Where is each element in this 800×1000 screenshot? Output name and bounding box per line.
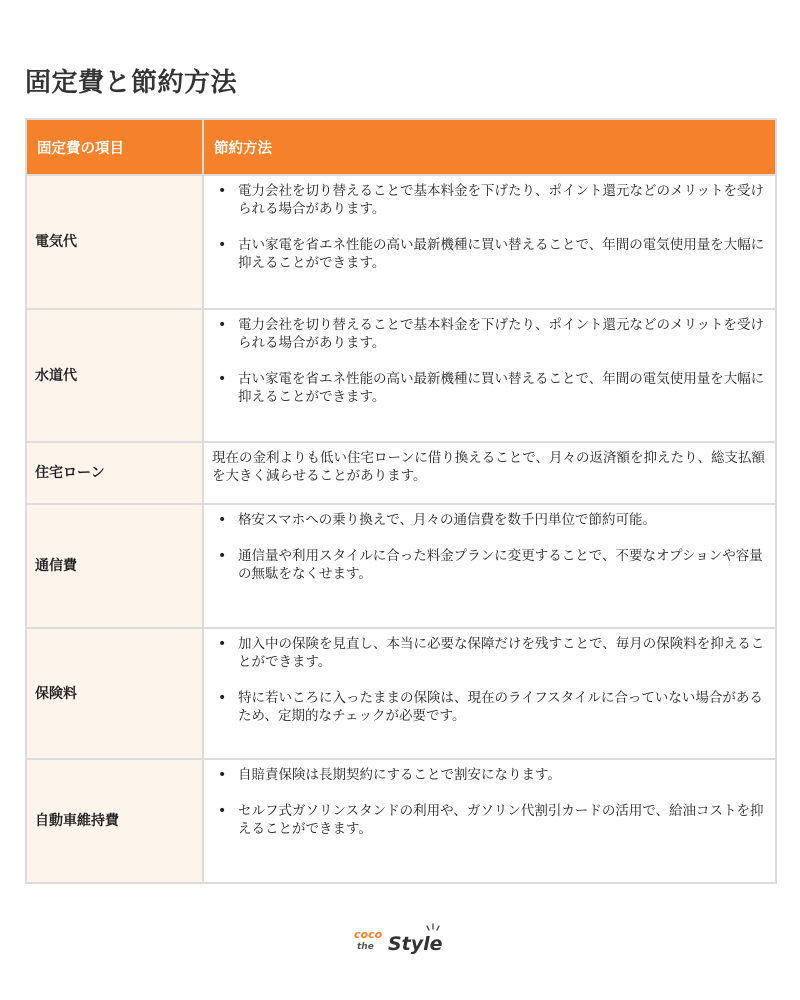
row-item-label: 住宅ローン [26, 442, 203, 504]
logo-word-style: Style [388, 933, 443, 955]
row-item-label: 保険料 [26, 628, 203, 759]
method-list-item: • 古い家電を省エネ性能の高い最新機種に買い替えることで、年間の電気使用量を大幅に抑えることができます。 [212, 370, 767, 406]
logo-word-coco: coco [354, 928, 383, 941]
table-row [26, 309, 776, 442]
row-item-label: 電気代 [26, 175, 203, 309]
method-list [212, 182, 767, 272]
row-item-label: 自動車維持費 [26, 759, 203, 883]
method-list-item: • 格安スマホへの乗り換えで、月々の通信費を数千円単位で節約可能。 [212, 511, 767, 529]
method-text: 現在の金利よりも低い住宅ローンに借り換えることで、月々の返済額を抑えたり、総支払額を大きく減らせることがあります。 [212, 450, 765, 484]
coco-the-style-logo [350, 922, 450, 958]
logo-sparkle-icon [427, 924, 439, 930]
row-method-cell [203, 759, 776, 883]
table-row [26, 504, 776, 628]
method-list-item: • 自賠責保険は長期契約にすることで割安になります。 [212, 766, 767, 784]
method-list-item: • 加入中の保険を見直し、本当に必要な保障だけを残すことで、毎月の保険料を抑えることができます。 [212, 635, 767, 671]
row-item-label: 水道代 [26, 309, 203, 442]
row-method-cell [203, 442, 776, 504]
table-row [26, 442, 776, 504]
column-header-method: 節約方法 [203, 119, 776, 175]
row-method-cell [203, 175, 776, 309]
method-list [212, 316, 767, 406]
method-list-item: • 通信量や利用スタイルに合った料金プランに変更することで、不要なオプションや容量の無駄をなくせます。 [212, 547, 767, 583]
row-method-cell [203, 309, 776, 442]
page-title: 固定費と節約方法 [25, 68, 238, 98]
method-list-item: • 特に若いころに入ったままの保険は、現在のライフスタイルに合っていない場合があるため、定期的なチェックが必要です。 [212, 689, 767, 725]
column-header-item: 固定費の項目 [26, 119, 203, 175]
row-item-label: 通信費 [26, 504, 203, 628]
method-list-item: • セルフ式ガソリンスタンドの利用や、ガソリン代割引カードの活用で、給油コストを抑えることができます。 [212, 802, 767, 838]
method-list-item: • 電力会社を切り替えることで基本料金を下げたり、ポイント還元などのメリットを受けられる場合があります。 [212, 316, 767, 352]
row-method-cell [203, 628, 776, 759]
method-list [212, 511, 767, 583]
table-header-row [26, 119, 776, 175]
table-row [26, 175, 776, 309]
logo-word-the: the [357, 942, 374, 952]
method-list-item: • 電力会社を切り替えることで基本料金を下げたり、ポイント還元などのメリットを受けられる場合があります。 [212, 182, 767, 218]
method-list-item: • 古い家電を省エネ性能の高い最新機種に買い替えることで、年間の電気使用量を大幅に抑えることができます。 [212, 236, 767, 272]
method-list [212, 635, 767, 725]
method-list [212, 766, 767, 838]
fixed-cost-table [25, 118, 777, 884]
table-row [26, 628, 776, 759]
table-row [26, 759, 776, 883]
row-method-cell [203, 504, 776, 628]
